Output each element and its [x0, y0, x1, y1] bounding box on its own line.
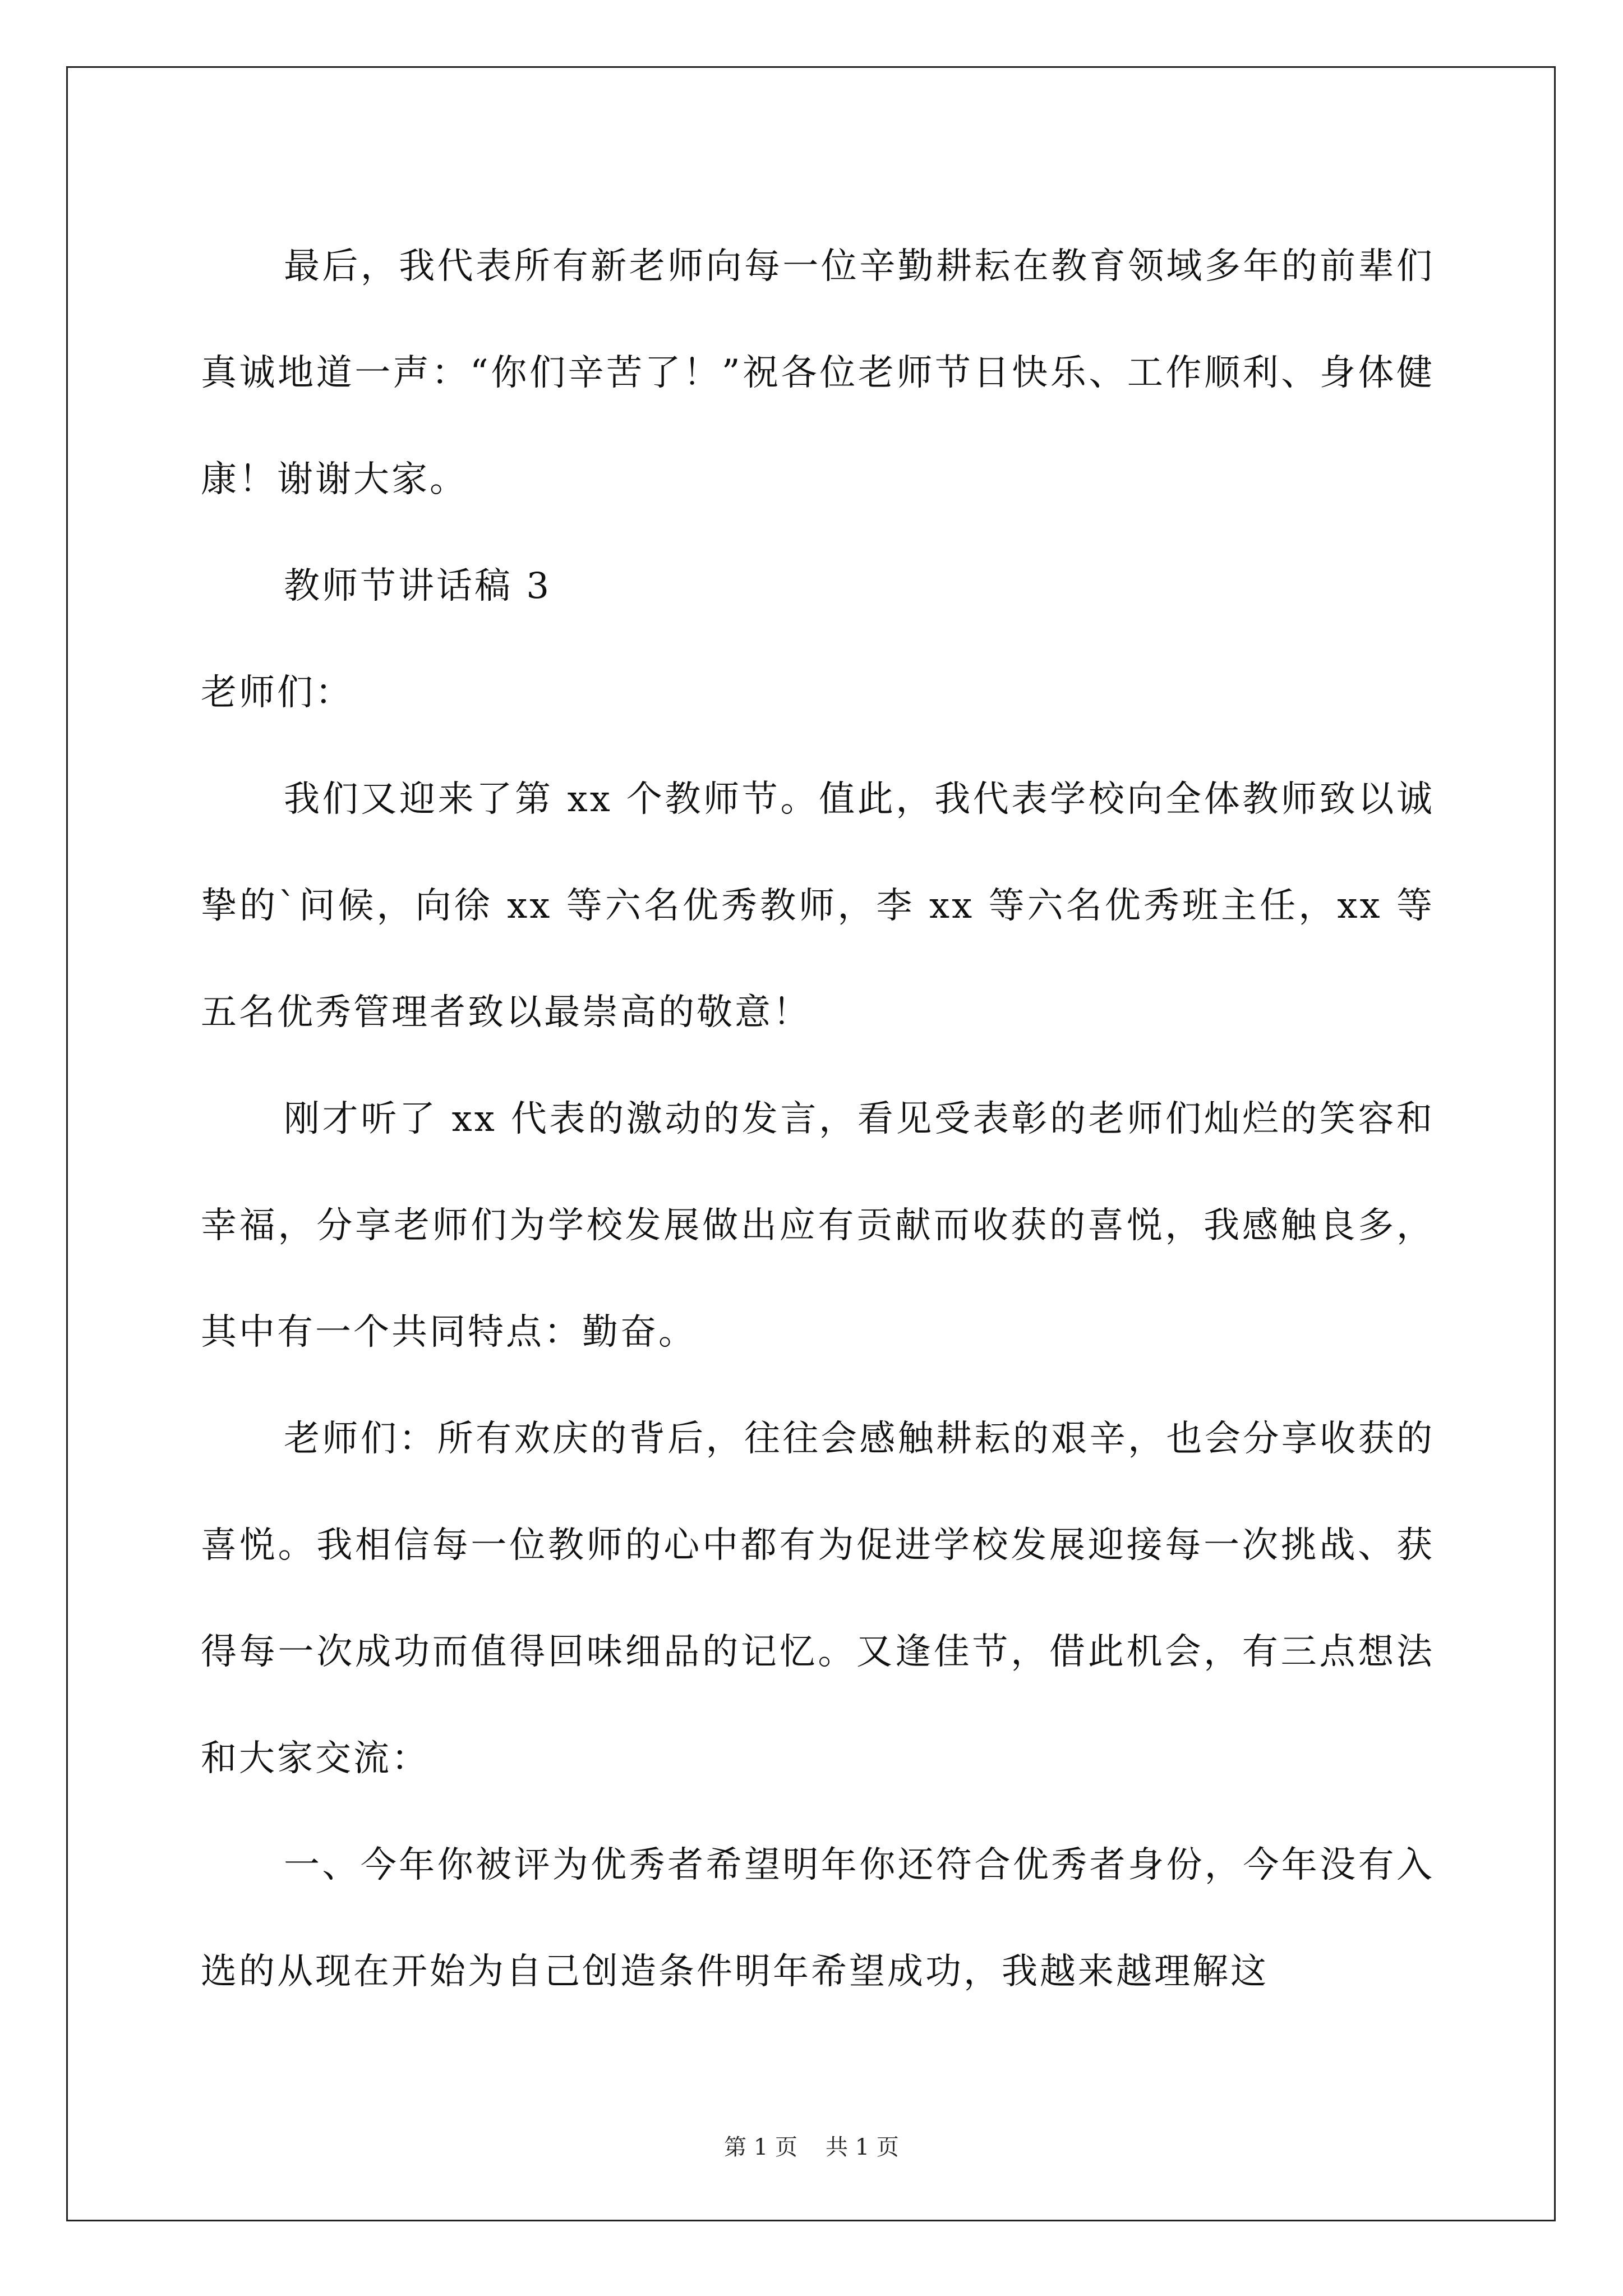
paragraph-point-one: 一、今年你被评为优秀者希望明年你还符合优秀者身份，今年没有入选的从现在开始为自己创造条件明年希望成功，我越来越理解这: [201, 1844, 1435, 1993]
paragraph-celebration: 老师们：所有欢庆的背后，往往会感触耕耘的艰辛，也会分享收获的喜悦。我相信每一位教师的心中都有为促进学校发展迎接每一次挑战、获得每一次成功而值得回味细品的记忆。又逢佳节，借此机会，有三点想法和大家交流：: [201, 1418, 1435, 1779]
page-total: 共 1 页: [826, 2134, 899, 2160]
paragraph-closing-remarks: 最后，我代表所有新老师向每一位辛勤耕耘在教育领域多年的前辈们真诚地道一声：“你们辛苦了！”祝各位老师节日快乐、工作顺利、身体健康！谢谢大家。: [201, 246, 1435, 500]
page-number: 第 1 页: [724, 2134, 797, 2160]
document-body: [201, 213, 1435, 2025]
paragraph-reflection: 刚才听了 xx 代表的激动的发言，看见受表彰的老师们灿烂的笑容和幸福，分享老师们为学校发展做出应有贡献而收获的喜悦，我感触良多，其中有一个共同特点：勤奋。: [201, 1098, 1435, 1353]
section-heading: 教师节讲话稿 3: [284, 565, 552, 607]
salutation: 老师们：: [201, 672, 353, 714]
paragraph-greeting: 我们又迎来了第 xx 个教师节。值此，我代表学校向全体教师致以诚挚的`问候，向徐 xx 等六名优秀教师，李 xx 等六名优秀班主任，xx 等五名优秀管理者致以最崇高的敬意！: [201, 779, 1435, 1033]
page-footer: [0, 2133, 1623, 2161]
